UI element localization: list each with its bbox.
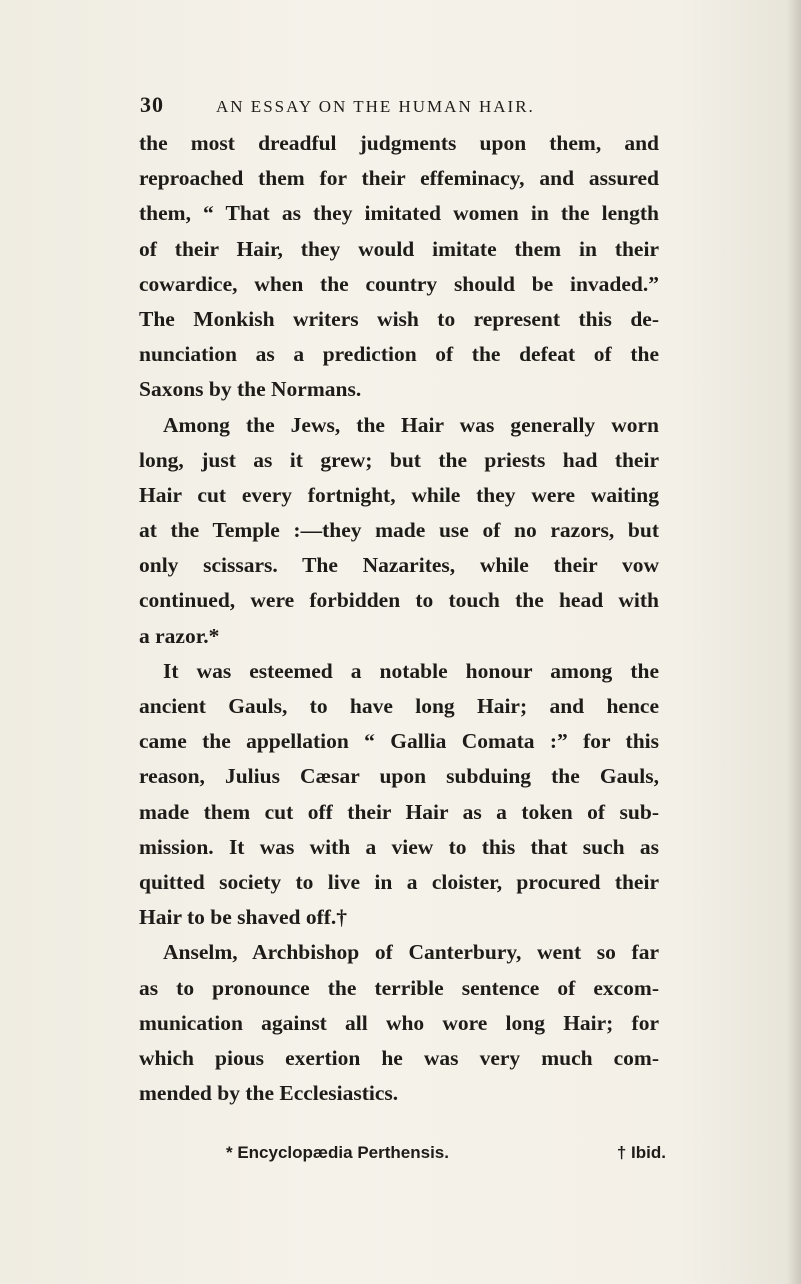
body-text: [139, 126, 659, 1111]
text-line: quitted society to live in a cloister, procured their: [139, 869, 659, 894]
text-line: reproached them for their effeminacy, and assured: [139, 166, 659, 191]
text-line: cowardice, when the country should be invaded.”: [139, 271, 659, 296]
text-line: Hair cut every fortnight, while they were waiting: [139, 482, 659, 507]
running-head: [140, 92, 660, 122]
text-line: a razor.*: [139, 623, 220, 648]
text-line: nunciation as a prediction of the defeat of the: [139, 342, 659, 367]
text-line: The Monkish writers wish to represent this de-: [139, 306, 659, 331]
text-line: It was esteemed a notable honour among the: [163, 658, 659, 683]
text-line: munication against all who wore long Hair; for: [139, 1010, 659, 1035]
text-line: made them cut off their Hair as a token of sub-: [139, 799, 659, 824]
footnote: † Ibid.: [616, 1143, 666, 1162]
text-line: them, “ That as they imitated women in the length: [139, 201, 659, 226]
page-edge-shadow: [787, 0, 801, 1284]
text-line: came the appellation “ Gallia Comata :” for this: [139, 729, 659, 754]
text-line: Hair to be shaved off.†: [139, 905, 348, 930]
text-line: at the Temple :—they made use of no razors, but: [139, 518, 659, 543]
text-line: as to pronounce the terrible sentence of excom-: [139, 975, 659, 1000]
text-line: which pious exertion he was very much com-: [139, 1045, 659, 1070]
footnote: * Encyclopædia Perthensis.: [226, 1143, 449, 1162]
text-line: reason, Julius Cæsar upon subduing the Gauls,: [139, 764, 659, 789]
page-number: 30: [140, 92, 164, 117]
text-line: the most dreadful judgments upon them, and: [139, 131, 659, 155]
footnotes: [226, 1143, 666, 1163]
text-line: continued, were forbidden to touch the head with: [139, 588, 659, 613]
text-line: long, just as it grew; but the priests had their: [139, 447, 659, 472]
running-title: AN ESSAY ON THE HUMAN HAIR.: [216, 97, 535, 116]
text-line: of their Hair, they would imitate them in their: [139, 236, 659, 261]
text-line: mended by the Ecclesiastics.: [139, 1081, 399, 1106]
text-line: Saxons by the Normans.: [139, 377, 362, 402]
text-line: only scissars. The Nazarites, while their vow: [139, 553, 659, 578]
text-line: Among the Jews, the Hair was generally worn: [163, 412, 659, 437]
text-line: Anselm, Archbishop of Canterbury, went so far: [163, 940, 659, 965]
text-line: mission. It was with a view to this that such as: [139, 834, 659, 859]
text-line: ancient Gauls, to have long Hair; and hence: [139, 694, 659, 718]
